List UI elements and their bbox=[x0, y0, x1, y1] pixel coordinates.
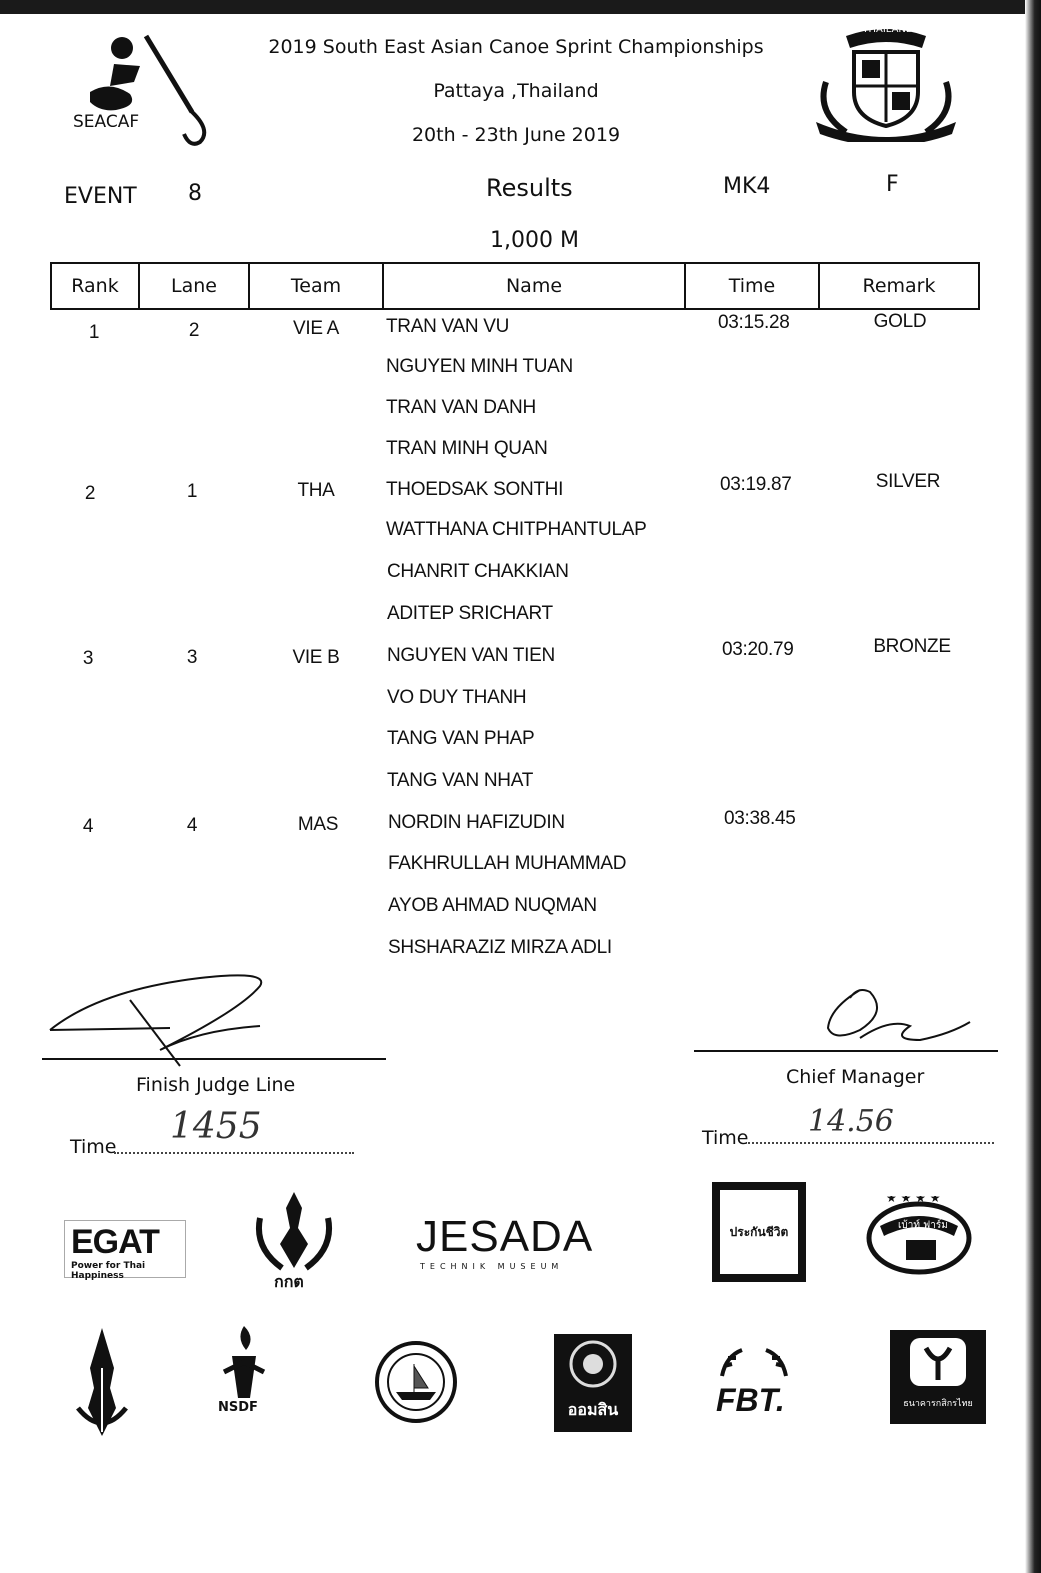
chief-manager-signature-line bbox=[694, 1050, 998, 1052]
farm-text: เบ้าท์ ฟาร์ม bbox=[898, 1220, 948, 1231]
athlete-name: NORDIN HAFIZUDIN bbox=[388, 812, 565, 833]
athlete-name: TRAN VAN DANH bbox=[386, 397, 536, 418]
championship-title: 2019 South East Asian Canoe Sprint Championships bbox=[268, 36, 764, 58]
lane: 2 bbox=[188, 320, 200, 341]
fbt-logo bbox=[712, 1346, 796, 1426]
crest-icon bbox=[806, 22, 966, 142]
port-seal-icon bbox=[374, 1340, 458, 1424]
athlete-name: ADITEP SRICHART bbox=[387, 603, 553, 624]
athlete-name: CHANRIT CHAKKIAN bbox=[387, 561, 569, 582]
bank-emblem-icon bbox=[890, 1330, 986, 1394]
athlete-name: WATTHANA CHITPHANTULAP bbox=[386, 519, 647, 540]
location: Pattaya ,Thailand bbox=[433, 80, 599, 102]
laurel-icon bbox=[712, 1346, 796, 1382]
chief-manager-label: Chief Manager bbox=[786, 1066, 925, 1088]
chief-manager-time: 14.56 bbox=[808, 1104, 894, 1139]
athlete-name: NGUYEN VAN TIEN bbox=[387, 645, 555, 666]
col-team: Team bbox=[248, 262, 384, 310]
ktd-text: กกต bbox=[274, 1272, 304, 1291]
event-category: MK4 bbox=[723, 174, 771, 199]
navy-emblem bbox=[74, 1328, 130, 1438]
athlete-name: VO DUY THANH bbox=[387, 687, 527, 708]
results-table-header bbox=[50, 262, 980, 310]
farm-badge-icon bbox=[866, 1196, 972, 1280]
rank: 1 bbox=[88, 322, 100, 343]
col-lane: Lane bbox=[138, 262, 250, 310]
gsb-logo bbox=[554, 1334, 632, 1432]
lane: 4 bbox=[186, 815, 198, 836]
athlete-name: AYOB AHMAD NUQMAN bbox=[388, 895, 597, 916]
dates: 20th - 23th June 2019 bbox=[411, 124, 621, 146]
event-label: EVENT bbox=[64, 184, 137, 209]
team: THA bbox=[297, 480, 335, 501]
jesada-sub: TECHNIK MUSEUM bbox=[420, 1262, 564, 1271]
farm-logo bbox=[866, 1196, 972, 1280]
lane: 3 bbox=[186, 647, 198, 668]
time: 03:20.79 bbox=[722, 639, 794, 660]
port-authority-seal bbox=[374, 1340, 458, 1424]
col-remark: Remark bbox=[818, 262, 980, 310]
athlete-name: TRAN MINH QUAN bbox=[386, 438, 548, 459]
seal-text: THAILAND bbox=[862, 24, 914, 35]
time: 03:15.28 bbox=[718, 312, 790, 333]
egat-logo bbox=[64, 1220, 186, 1281]
anchor-icon bbox=[74, 1328, 130, 1438]
time: 03:38.45 bbox=[724, 808, 796, 829]
insurance-logo bbox=[712, 1182, 806, 1282]
svg-text:★ ★ ★ ★: ★ ★ ★ ★ bbox=[886, 1196, 941, 1205]
scan-top-edge bbox=[0, 0, 1041, 14]
remark: BRONZE bbox=[873, 636, 951, 657]
garuda-icon bbox=[252, 1188, 336, 1274]
chief-manager-time-dots bbox=[748, 1142, 994, 1144]
rank: 3 bbox=[82, 648, 94, 669]
scan-right-edge bbox=[1025, 0, 1041, 1573]
fbt-text: FBT. bbox=[716, 1382, 785, 1418]
lane: 1 bbox=[186, 481, 198, 502]
team: VIE A bbox=[292, 318, 340, 339]
nsdf-logo bbox=[206, 1322, 282, 1436]
athlete-name: THOEDSAK SONTHI bbox=[386, 479, 564, 500]
seacaf-paddler-icon bbox=[60, 30, 220, 150]
remark: GOLD bbox=[873, 311, 927, 332]
remark: SILVER bbox=[875, 471, 941, 492]
team: VIE B bbox=[292, 647, 340, 668]
kasikorn-bank-logo bbox=[890, 1330, 986, 1424]
chief-manager-time-label: Time bbox=[702, 1127, 749, 1149]
team: MAS bbox=[297, 814, 339, 835]
egat-name: EGAT bbox=[71, 1223, 159, 1261]
time: 03:19.87 bbox=[720, 474, 792, 495]
gsb-emblem-icon bbox=[554, 1334, 632, 1394]
jesada-logo bbox=[416, 1212, 594, 1274]
col-time: Time bbox=[684, 262, 820, 310]
finish-judge-time-dots bbox=[114, 1152, 354, 1154]
athlete-name: SHSHARAZIZ MIRZA ADLI bbox=[388, 937, 612, 958]
athlete-name: TRAN VAN VU bbox=[386, 316, 510, 337]
jesada-name: JESADA bbox=[416, 1212, 594, 1261]
event-stage: F bbox=[886, 172, 899, 197]
finish-judge-label: Finish Judge Line bbox=[136, 1074, 296, 1096]
finish-judge-signature-line bbox=[42, 1058, 386, 1060]
event-distance: 1,000 M bbox=[490, 228, 579, 253]
results-title: Results bbox=[486, 174, 573, 202]
torch-icon bbox=[206, 1322, 282, 1402]
insurance-text: ประกันชีวิต bbox=[720, 1190, 798, 1274]
rank: 2 bbox=[84, 483, 96, 504]
egat-tagline: Power for Thai Happiness bbox=[71, 1261, 146, 1281]
finish-judge-signature bbox=[40, 960, 360, 1070]
rank: 4 bbox=[82, 816, 94, 837]
seacaf-logo bbox=[60, 30, 220, 150]
col-rank: Rank bbox=[50, 262, 140, 310]
chief-manager-signature bbox=[800, 978, 990, 1058]
athlete-name: TANG VAN PHAP bbox=[387, 728, 535, 749]
ktd-emblem bbox=[252, 1188, 336, 1292]
finish-judge-time-label: Time bbox=[70, 1136, 117, 1158]
gsb-text: ออมสิน bbox=[567, 1400, 619, 1419]
seacaf-logo-text: SEACAF bbox=[73, 112, 140, 132]
col-name: Name bbox=[382, 262, 686, 310]
nsdf-text: NSDF bbox=[218, 1400, 258, 1415]
athlete-name: TANG VAN NHAT bbox=[387, 770, 533, 791]
athlete-name: FAKHRULLAH MUHAMMAD bbox=[388, 853, 627, 874]
event-number: 8 bbox=[188, 181, 202, 206]
thailand-canoe-seal bbox=[806, 22, 966, 142]
athlete-name: NGUYEN MINH TUAN bbox=[386, 356, 573, 377]
finish-judge-time: 1455 bbox=[170, 1106, 262, 1147]
bank-text: ธนาคารกสิกรไทย bbox=[903, 1399, 973, 1409]
